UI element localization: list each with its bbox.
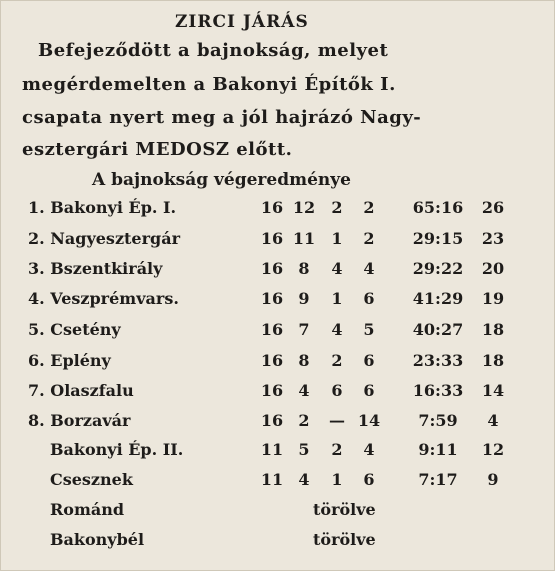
cell-goals: 16:33 (412, 381, 464, 400)
table-row (0, 289, 555, 315)
deleted-note: törölve (313, 500, 376, 519)
cell-lost: 4 (363, 259, 375, 278)
cell-won: 4 (298, 381, 310, 400)
cell-drawn: 2 (331, 351, 343, 370)
table-row (0, 198, 555, 224)
cell-goals: 23:33 (412, 351, 464, 370)
cell-drawn: 4 (331, 320, 343, 339)
cell-team: Románd (50, 500, 125, 519)
cell-played: 16 (260, 320, 284, 339)
cell-team: Csesznek (50, 470, 133, 489)
cell-lost: 6 (363, 381, 375, 400)
cell-played: 16 (260, 198, 284, 217)
cell-drawn: 4 (331, 259, 343, 278)
cell-points: 20 (481, 259, 505, 278)
cell-team: 6. Eplény (28, 351, 111, 370)
cell-lost: 6 (363, 351, 375, 370)
cell-team: 1. Bakonyi Ép. I. (28, 198, 177, 217)
cell-played: 16 (260, 289, 284, 308)
cell-team: 5. Csetény (28, 320, 121, 339)
cell-lost: 4 (363, 440, 375, 459)
cell-goals: 41:29 (412, 289, 464, 308)
cell-lost: 2 (363, 198, 375, 217)
cell-won: 8 (298, 351, 310, 370)
cell-team: 7. Olaszfalu (28, 381, 134, 400)
cell-team: 8. Borzavár (28, 411, 131, 430)
paragraph-line-4: esztergári MEDOSZ előtt. (22, 139, 293, 160)
cell-lost: 5 (363, 320, 375, 339)
article-heading: ZIRCI JÁRÁS (175, 12, 309, 32)
cell-lost: 6 (363, 289, 375, 308)
cell-goals: 29:15 (412, 229, 464, 248)
paragraph-line-1: Befejeződött a bajnokság, melyet (38, 40, 389, 61)
cell-played: 11 (260, 470, 284, 489)
cell-won: 2 (298, 411, 310, 430)
cell-drawn: 6 (331, 381, 343, 400)
cell-played: 16 (260, 351, 284, 370)
paragraph-line-2: megérdemelten a Bakonyi Építők I. (22, 74, 396, 95)
table-row (0, 259, 555, 285)
cell-team: 4. Veszprémvars. (28, 289, 179, 308)
table-row (0, 411, 555, 437)
cell-drawn: 1 (331, 470, 343, 489)
table-row (0, 229, 555, 255)
deleted-row (0, 500, 555, 526)
table-row (0, 381, 555, 407)
cell-drawn: 1 (331, 289, 343, 308)
cell-played: 16 (260, 381, 284, 400)
deleted-note: törölve (313, 530, 376, 549)
cell-goals: 9:11 (418, 440, 458, 459)
table-row (0, 351, 555, 377)
cell-lost: 6 (363, 470, 375, 489)
table-title: A bajnokság végeredménye (92, 170, 351, 190)
cell-goals: 65:16 (412, 198, 464, 217)
cell-won: 12 (292, 198, 316, 217)
cell-points: 12 (481, 440, 505, 459)
cell-goals: 7:17 (418, 470, 458, 489)
cell-points: 9 (487, 470, 499, 489)
cell-points: 14 (481, 381, 505, 400)
cell-team: Bakonybél (50, 530, 145, 549)
cell-points: 26 (481, 198, 505, 217)
cell-played: 16 (260, 411, 284, 430)
cell-points: 23 (481, 229, 505, 248)
table-row (0, 320, 555, 346)
cell-won: 7 (298, 320, 310, 339)
cell-won: 9 (298, 289, 310, 308)
cell-played: 16 (260, 259, 284, 278)
deleted-row (0, 530, 555, 556)
cell-team: 3. Bszentkirály (28, 259, 163, 278)
cell-points: 18 (481, 320, 505, 339)
cell-won: 8 (298, 259, 310, 278)
cell-drawn: 2 (331, 198, 343, 217)
cell-won: 5 (298, 440, 310, 459)
cell-points: 18 (481, 351, 505, 370)
cell-won: 4 (298, 470, 310, 489)
cell-goals: 7:59 (418, 411, 458, 430)
cell-goals: 29:22 (412, 259, 464, 278)
cell-lost: 2 (363, 229, 375, 248)
cell-points: 19 (481, 289, 505, 308)
cell-drawn: 2 (331, 440, 343, 459)
cell-drawn: — (329, 411, 345, 430)
cell-lost: 14 (357, 411, 381, 430)
cell-goals: 40:27 (412, 320, 464, 339)
cell-played: 16 (260, 229, 284, 248)
table-row (0, 470, 555, 496)
cell-won: 11 (292, 229, 316, 248)
cell-points: 4 (487, 411, 499, 430)
cell-drawn: 1 (331, 229, 343, 248)
cell-team: Bakonyi Ép. II. (50, 440, 184, 459)
table-row (0, 440, 555, 466)
cell-played: 11 (260, 440, 284, 459)
cell-team: 2. Nagyesztergár (28, 229, 181, 248)
paragraph-line-3: csapata nyert meg a jól hajrázó Nagy- (22, 107, 422, 128)
